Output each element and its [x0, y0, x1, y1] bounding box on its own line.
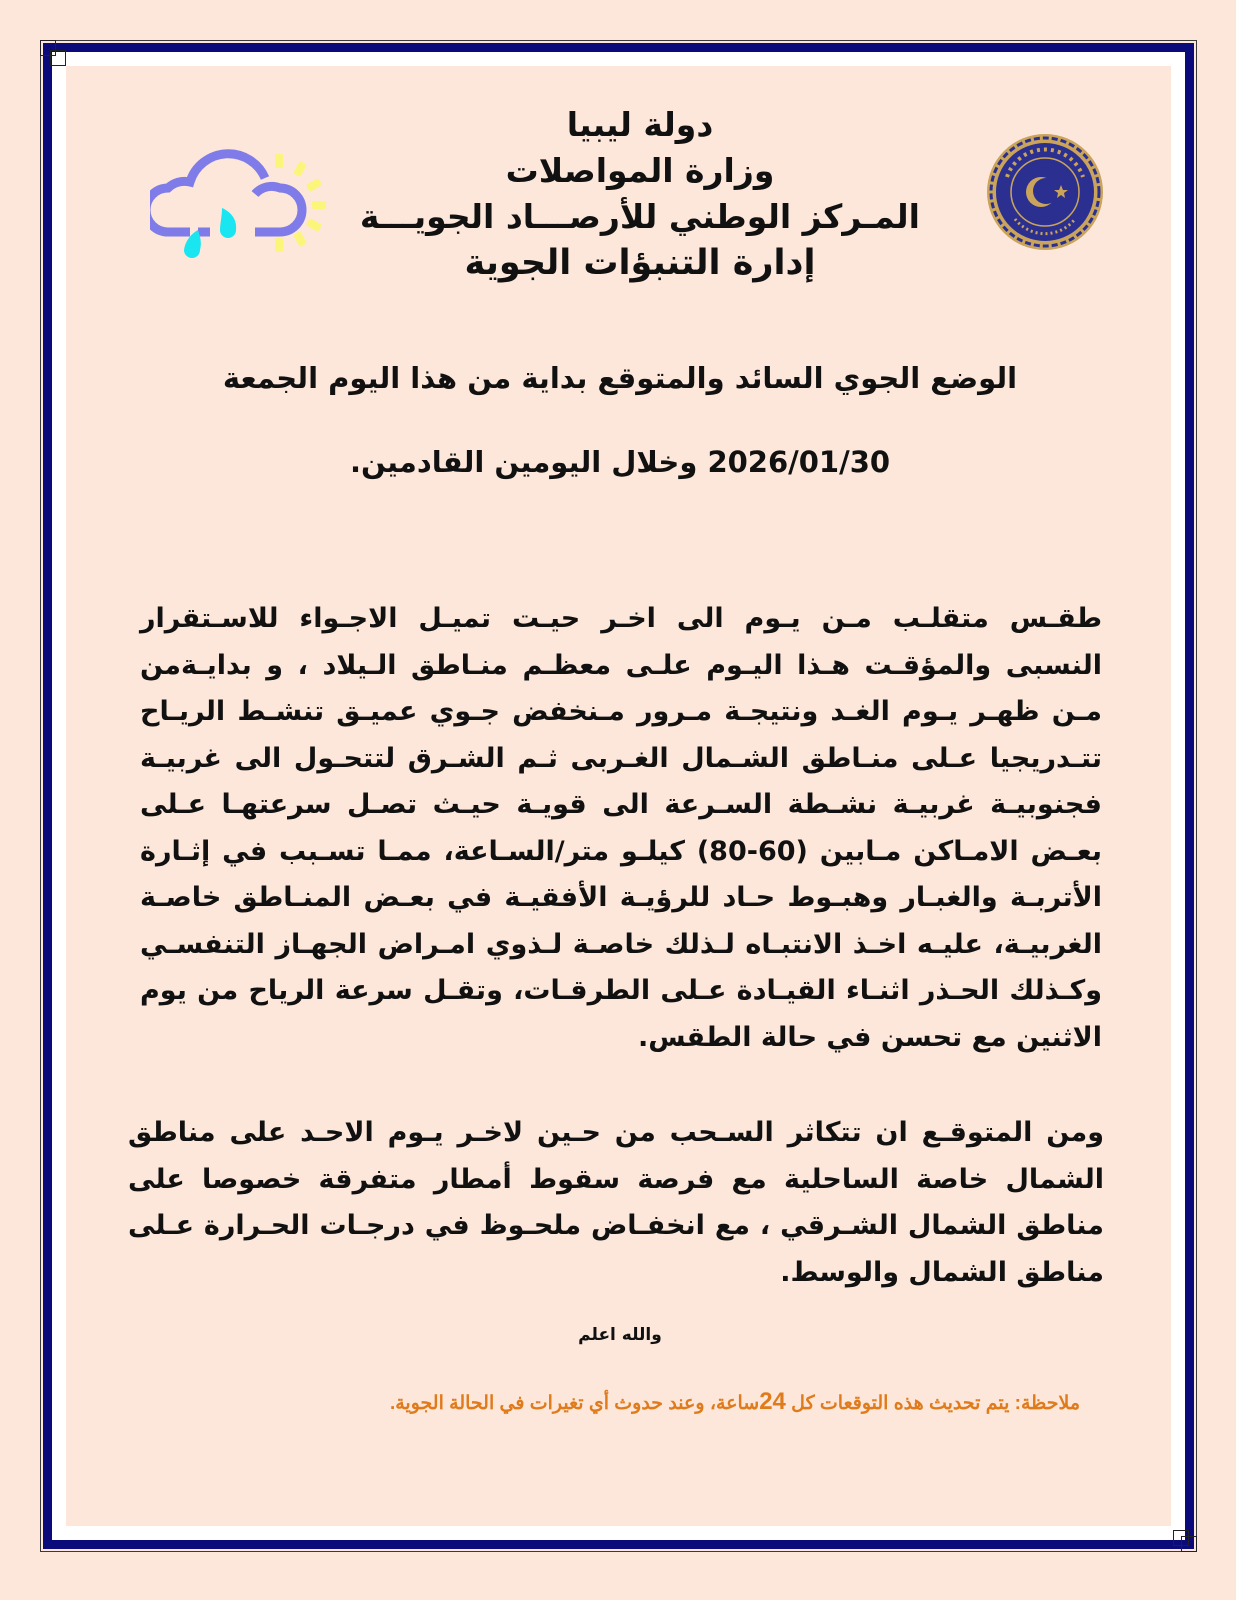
cloud-rain-sun-icon	[150, 132, 340, 262]
note-hours: 24	[759, 1388, 786, 1415]
note-text-after: ساعة، وعند حدوث أي تغيرات في الحالة الجوية.	[389, 1393, 760, 1414]
department-name: إدارة التنبؤات الجوية	[464, 243, 816, 283]
border-corner-ornament	[50, 50, 66, 66]
rain-drop	[220, 208, 236, 238]
forecast-paragraph-2: ومن المتوقـع ان تتكاثر السـحب من حـين لاخـر يـوم الاحـد على مناطق الشمال خاصة الساحلية مع فرصة سقوط أمطار متفرقة خصوصا على مناطق الشمال الشـرقي ، مع انخفـاض ملحـوظ في درجـات الحـرارة عـلى مناطق الشمال والوسط.	[128, 1117, 1104, 1288]
closing-phrase: والله اعلم	[578, 1325, 662, 1345]
update-note	[200, 1388, 1080, 1416]
letterhead	[360, 102, 920, 286]
note-text-before: ملاحظة: يتم تحديث هذه التوقعات كل	[785, 1393, 1080, 1414]
forecast-title	[180, 358, 1060, 526]
border-corner-ornament	[1173, 1530, 1189, 1546]
country-name: دولة ليبيا	[566, 105, 714, 144]
ministry-name: وزارة المواصلات	[505, 151, 775, 190]
ministry-seal-logo	[985, 127, 1105, 257]
title-line-2: 2026/01/30 وخلال اليومين القادمين.	[349, 445, 891, 479]
forecast-paragraph-1: طقـس متقلـب مـن يـوم الى اخـر حيـت تميـل الاجـواء للاسـتقرار النسبى والمؤقـت هـذا اليـوم علـى معظـم منـاطق الـيلاد ، و بدايـةمن مـن ظهـر يـوم الغـد ونتيجـة مـرور مـنخفض جـوي عميـق تنشـط الريـاح تتـدريجيا عـلى منـاطق الشـمال الغـربى ثـم الشـرق لتتحـول الى غربيـة فجنوبيـة غربيـة نشـطة السـرعة الى قويـة حيـث تصـل سرعتهـا عـلى بعـض الامـاكن مـابين (60-80) كيلـو متر/السـاعة، ممـا تسـبب في إثـارة الأتربـة والغبـار وهبـوط حـاد للرؤيـة الأفقيـة في بعـض المنـاطق خاصـة الغربيـة، عليـه اخـذ الانتبـاه لـذلك خاصـة لـذوي امـراض الجهـاز التنفسـي وكـذلك الحـذر اثنـاء القيـادة عـلى الطرقـات، وتقـل سرعة الرياح من يوم الاثنين مع تحسن في حالة الطقس.	[140, 603, 1102, 1053]
center-name: المـركز الوطني للأرصـــاد الجويـــة	[359, 197, 920, 236]
title-line-1: الوضع الجوي السائد والمتوقع بداية من هذا اليوم الجمعة	[222, 361, 1018, 395]
